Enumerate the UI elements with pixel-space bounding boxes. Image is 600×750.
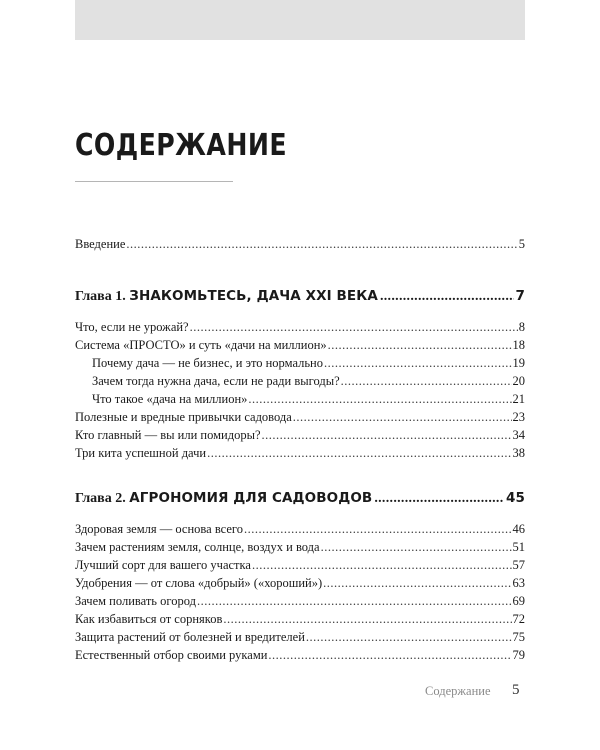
toc-entry-label: Полезные и вредные привычки садовода (75, 410, 292, 424)
chapter-2-heading[interactable] (75, 489, 525, 509)
dot-leader (262, 427, 512, 443)
dot-leader (324, 355, 512, 371)
toc-entry-label: Что такое «дача на миллион» (92, 392, 248, 406)
toc-entry-page: 51 (512, 540, 525, 554)
toc-intro (75, 236, 525, 254)
toc-entry-label: Почему дача — не бизнес, и это нормально (92, 356, 323, 370)
dot-leader (306, 629, 512, 645)
dot-leader (126, 236, 517, 252)
toc-entry[interactable] (75, 647, 525, 665)
dot-leader (321, 539, 512, 555)
chapter-1-entries (75, 319, 525, 463)
toc-entry-intro[interactable] (75, 236, 525, 254)
toc-entry[interactable] (75, 427, 525, 445)
header-band (75, 0, 525, 40)
toc-entry[interactable] (75, 593, 525, 611)
toc-entry-label: Лучший сорт для вашего участка (75, 558, 251, 572)
toc-entry-page: 20 (512, 374, 525, 388)
toc-entry-page: 8 (518, 320, 525, 334)
chapter-1-heading-block (75, 287, 525, 307)
toc-entry-label: Удобрения — от слова «добрый» («хороший») (75, 576, 323, 590)
toc-entry-label: Зачем растениям земля, солнце, воздух и вода (75, 540, 320, 554)
toc-entry[interactable] (75, 319, 525, 337)
chapter-1-heading[interactable] (75, 287, 525, 307)
dot-leader (190, 319, 518, 335)
toc-entry[interactable] (75, 539, 525, 557)
toc-subentry[interactable] (75, 373, 525, 391)
running-footer-title: Содержание (425, 684, 491, 698)
dot-leader (323, 575, 511, 591)
toc-subentry[interactable] (75, 391, 525, 409)
dot-leader (248, 391, 511, 407)
toc-entry-label: Как избавиться от сорняков (75, 612, 223, 626)
dot-leader (374, 490, 504, 508)
toc-entry-label: Зачем поливать огород (75, 594, 196, 608)
toc-entry-page: 21 (512, 392, 525, 406)
toc-entry[interactable] (75, 629, 525, 647)
dot-leader (197, 593, 512, 609)
dot-leader (207, 445, 511, 461)
toc-entry-label: Естественный отбор своими руками (75, 648, 268, 662)
chapter-2-heading-block (75, 489, 525, 509)
toc-entry-label: Введение (75, 237, 126, 251)
toc-entry-page: 69 (512, 594, 525, 608)
toc-entry[interactable] (75, 337, 525, 355)
toc-entry-label: Система «ПРОСТО» и суть «дачи на миллион» (75, 338, 327, 352)
chapter-2-prefix: Глава 2. (75, 491, 126, 506)
toc-entry[interactable] (75, 409, 525, 427)
chapter-1-page: 7 (515, 288, 525, 304)
toc-entry-page: 38 (512, 446, 525, 460)
toc-entry-page: 34 (512, 428, 525, 442)
toc-subentry[interactable] (75, 355, 525, 373)
title-divider (75, 181, 233, 182)
toc-entry-page: 57 (512, 558, 525, 572)
toc-entry-label: Три кита успешной дачи (75, 446, 207, 460)
toc-entry-label: Здоровая земля — основа всего (75, 522, 243, 536)
toc-entry-label: Кто главный — вы или помидоры? (75, 428, 261, 442)
toc-entry-page: 72 (512, 612, 525, 626)
chapter-2-page: 45 (506, 490, 525, 506)
toc-entry-page: 79 (512, 648, 525, 662)
toc-entry[interactable] (75, 611, 525, 629)
toc-entry-page: 63 (512, 576, 525, 590)
dot-leader (223, 611, 511, 627)
toc-entry[interactable] (75, 445, 525, 463)
chapter-1-title: ЗНАКОМЬТЕСЬ, ДАЧА XXI ВЕКА (129, 288, 378, 304)
toc-entry-label: Что, если не урожай? (75, 320, 189, 334)
toc-entry-label: Зачем тогда нужна дача, если не ради выгоды? (92, 374, 340, 388)
dot-leader (244, 521, 512, 537)
page-number: 5 (512, 682, 520, 698)
page-title: СОДЕРЖАНИЕ (75, 128, 287, 163)
toc-entry[interactable] (75, 521, 525, 539)
toc-entry-label: Защита растений от болезней и вредителей (75, 630, 305, 644)
dot-leader (252, 557, 512, 573)
dot-leader (293, 409, 512, 425)
toc-entry[interactable] (75, 575, 525, 593)
chapter-1-prefix: Глава 1. (75, 289, 126, 304)
toc-entry-page: 19 (512, 356, 525, 370)
dot-leader (268, 647, 511, 663)
chapter-2-title: АГРОНОМИЯ ДЛЯ САДОВОДОВ (129, 490, 373, 506)
dot-leader (380, 288, 514, 306)
toc-entry[interactable] (75, 557, 525, 575)
toc-entry-page: 23 (512, 410, 525, 424)
toc-entry-page: 46 (512, 522, 525, 536)
chapter-2-entries (75, 521, 525, 665)
toc-entry-page: 18 (512, 338, 525, 352)
dot-leader (341, 373, 512, 389)
dot-leader (328, 337, 512, 353)
toc-entry-page: 5 (518, 237, 525, 251)
toc-entry-page: 75 (512, 630, 525, 644)
